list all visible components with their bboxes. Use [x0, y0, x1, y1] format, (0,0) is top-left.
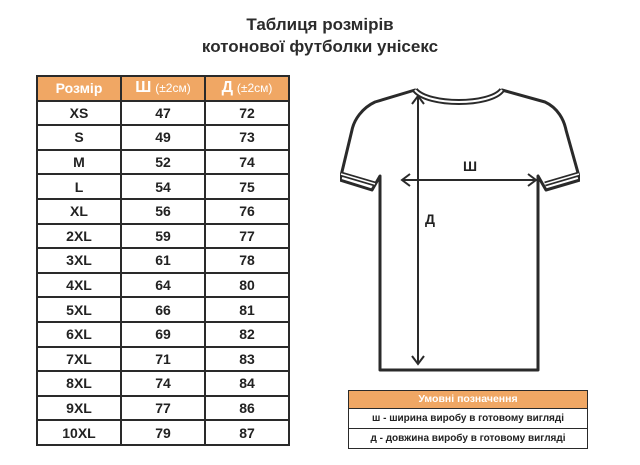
legend-heading: Умовні позначення	[349, 391, 587, 409]
width-cell: 74	[121, 371, 205, 396]
size-cell: 8XL	[37, 371, 121, 396]
length-cell: 76	[205, 199, 289, 224]
table-row	[37, 273, 289, 298]
size-cell: XS	[37, 101, 121, 126]
title-line-2: котонової футболки унісекс	[201, 37, 439, 56]
length-cell: 81	[205, 297, 289, 322]
width-cell: 54	[121, 174, 205, 199]
size-cell: S	[37, 125, 121, 150]
length-cell: 80	[205, 273, 289, 298]
size-cell: 5XL	[37, 297, 121, 322]
table-row	[37, 224, 289, 249]
table-row	[37, 347, 289, 372]
header-length-symbol: Д	[221, 79, 233, 97]
table-row	[37, 150, 289, 175]
tshirt-diagram	[340, 68, 580, 378]
size-cell: 9XL	[37, 396, 121, 421]
length-cell: 74	[205, 150, 289, 175]
size-cell: M	[37, 150, 121, 175]
length-cell: 75	[205, 174, 289, 199]
size-cell: 7XL	[37, 347, 121, 372]
header-width-symbol: Ш	[135, 79, 152, 97]
table-row	[37, 125, 289, 150]
tshirt-outline	[340, 90, 580, 370]
header-width-tolerance: (±2см)	[155, 81, 191, 96]
width-cell: 69	[121, 322, 205, 347]
width-cell: 77	[121, 396, 205, 421]
width-cell: 66	[121, 297, 205, 322]
table-row	[37, 371, 289, 396]
width-cell: 64	[121, 273, 205, 298]
size-cell: 2XL	[37, 224, 121, 249]
header-length	[205, 76, 289, 101]
collar-trim	[415, 90, 502, 102]
header-width	[121, 76, 205, 101]
header-length-tolerance: (±2см)	[236, 81, 273, 96]
length-cell: 84	[205, 371, 289, 396]
width-cell: 56	[121, 199, 205, 224]
length-cell: 87	[205, 420, 289, 445]
width-cell: 79	[121, 420, 205, 445]
width-cell: 61	[121, 248, 205, 273]
table-row	[37, 101, 289, 126]
table-row	[37, 322, 289, 347]
width-cell: 47	[121, 101, 205, 126]
legend-item-width: ш - ширина виробу в готовому вигляді	[349, 409, 587, 429]
length-cell: 78	[205, 248, 289, 273]
size-cell: 10XL	[37, 420, 121, 445]
title-line-1: Таблиця розмірів	[246, 15, 394, 34]
table-row	[37, 396, 289, 421]
width-label: Ш	[462, 158, 478, 174]
width-cell: 52	[121, 150, 205, 175]
table-row	[37, 174, 289, 199]
length-cell: 77	[205, 224, 289, 249]
size-cell: L	[37, 174, 121, 199]
table-row	[37, 297, 289, 322]
size-cell: 3XL	[37, 248, 121, 273]
size-cell: 4XL	[37, 273, 121, 298]
legend-box	[348, 390, 588, 449]
legend-item-length: д - довжина виробу в готовому вигляді	[370, 433, 566, 444]
size-cell: 6XL	[37, 322, 121, 347]
width-cell: 71	[121, 347, 205, 372]
size-cell: XL	[37, 199, 121, 224]
length-cell: 72	[205, 101, 289, 126]
length-cell: 86	[205, 396, 289, 421]
length-cell: 82	[205, 322, 289, 347]
header-size: Розмір	[37, 76, 121, 101]
table-row	[37, 420, 289, 445]
width-cell: 59	[121, 224, 205, 249]
table-row	[37, 248, 289, 273]
size-table	[36, 75, 290, 446]
length-cell: 83	[205, 347, 289, 372]
page-title	[150, 14, 490, 58]
table-header-row	[37, 76, 289, 101]
width-cell: 49	[121, 125, 205, 150]
length-label: Д	[425, 211, 435, 227]
table-row	[37, 199, 289, 224]
length-cell: 73	[205, 125, 289, 150]
